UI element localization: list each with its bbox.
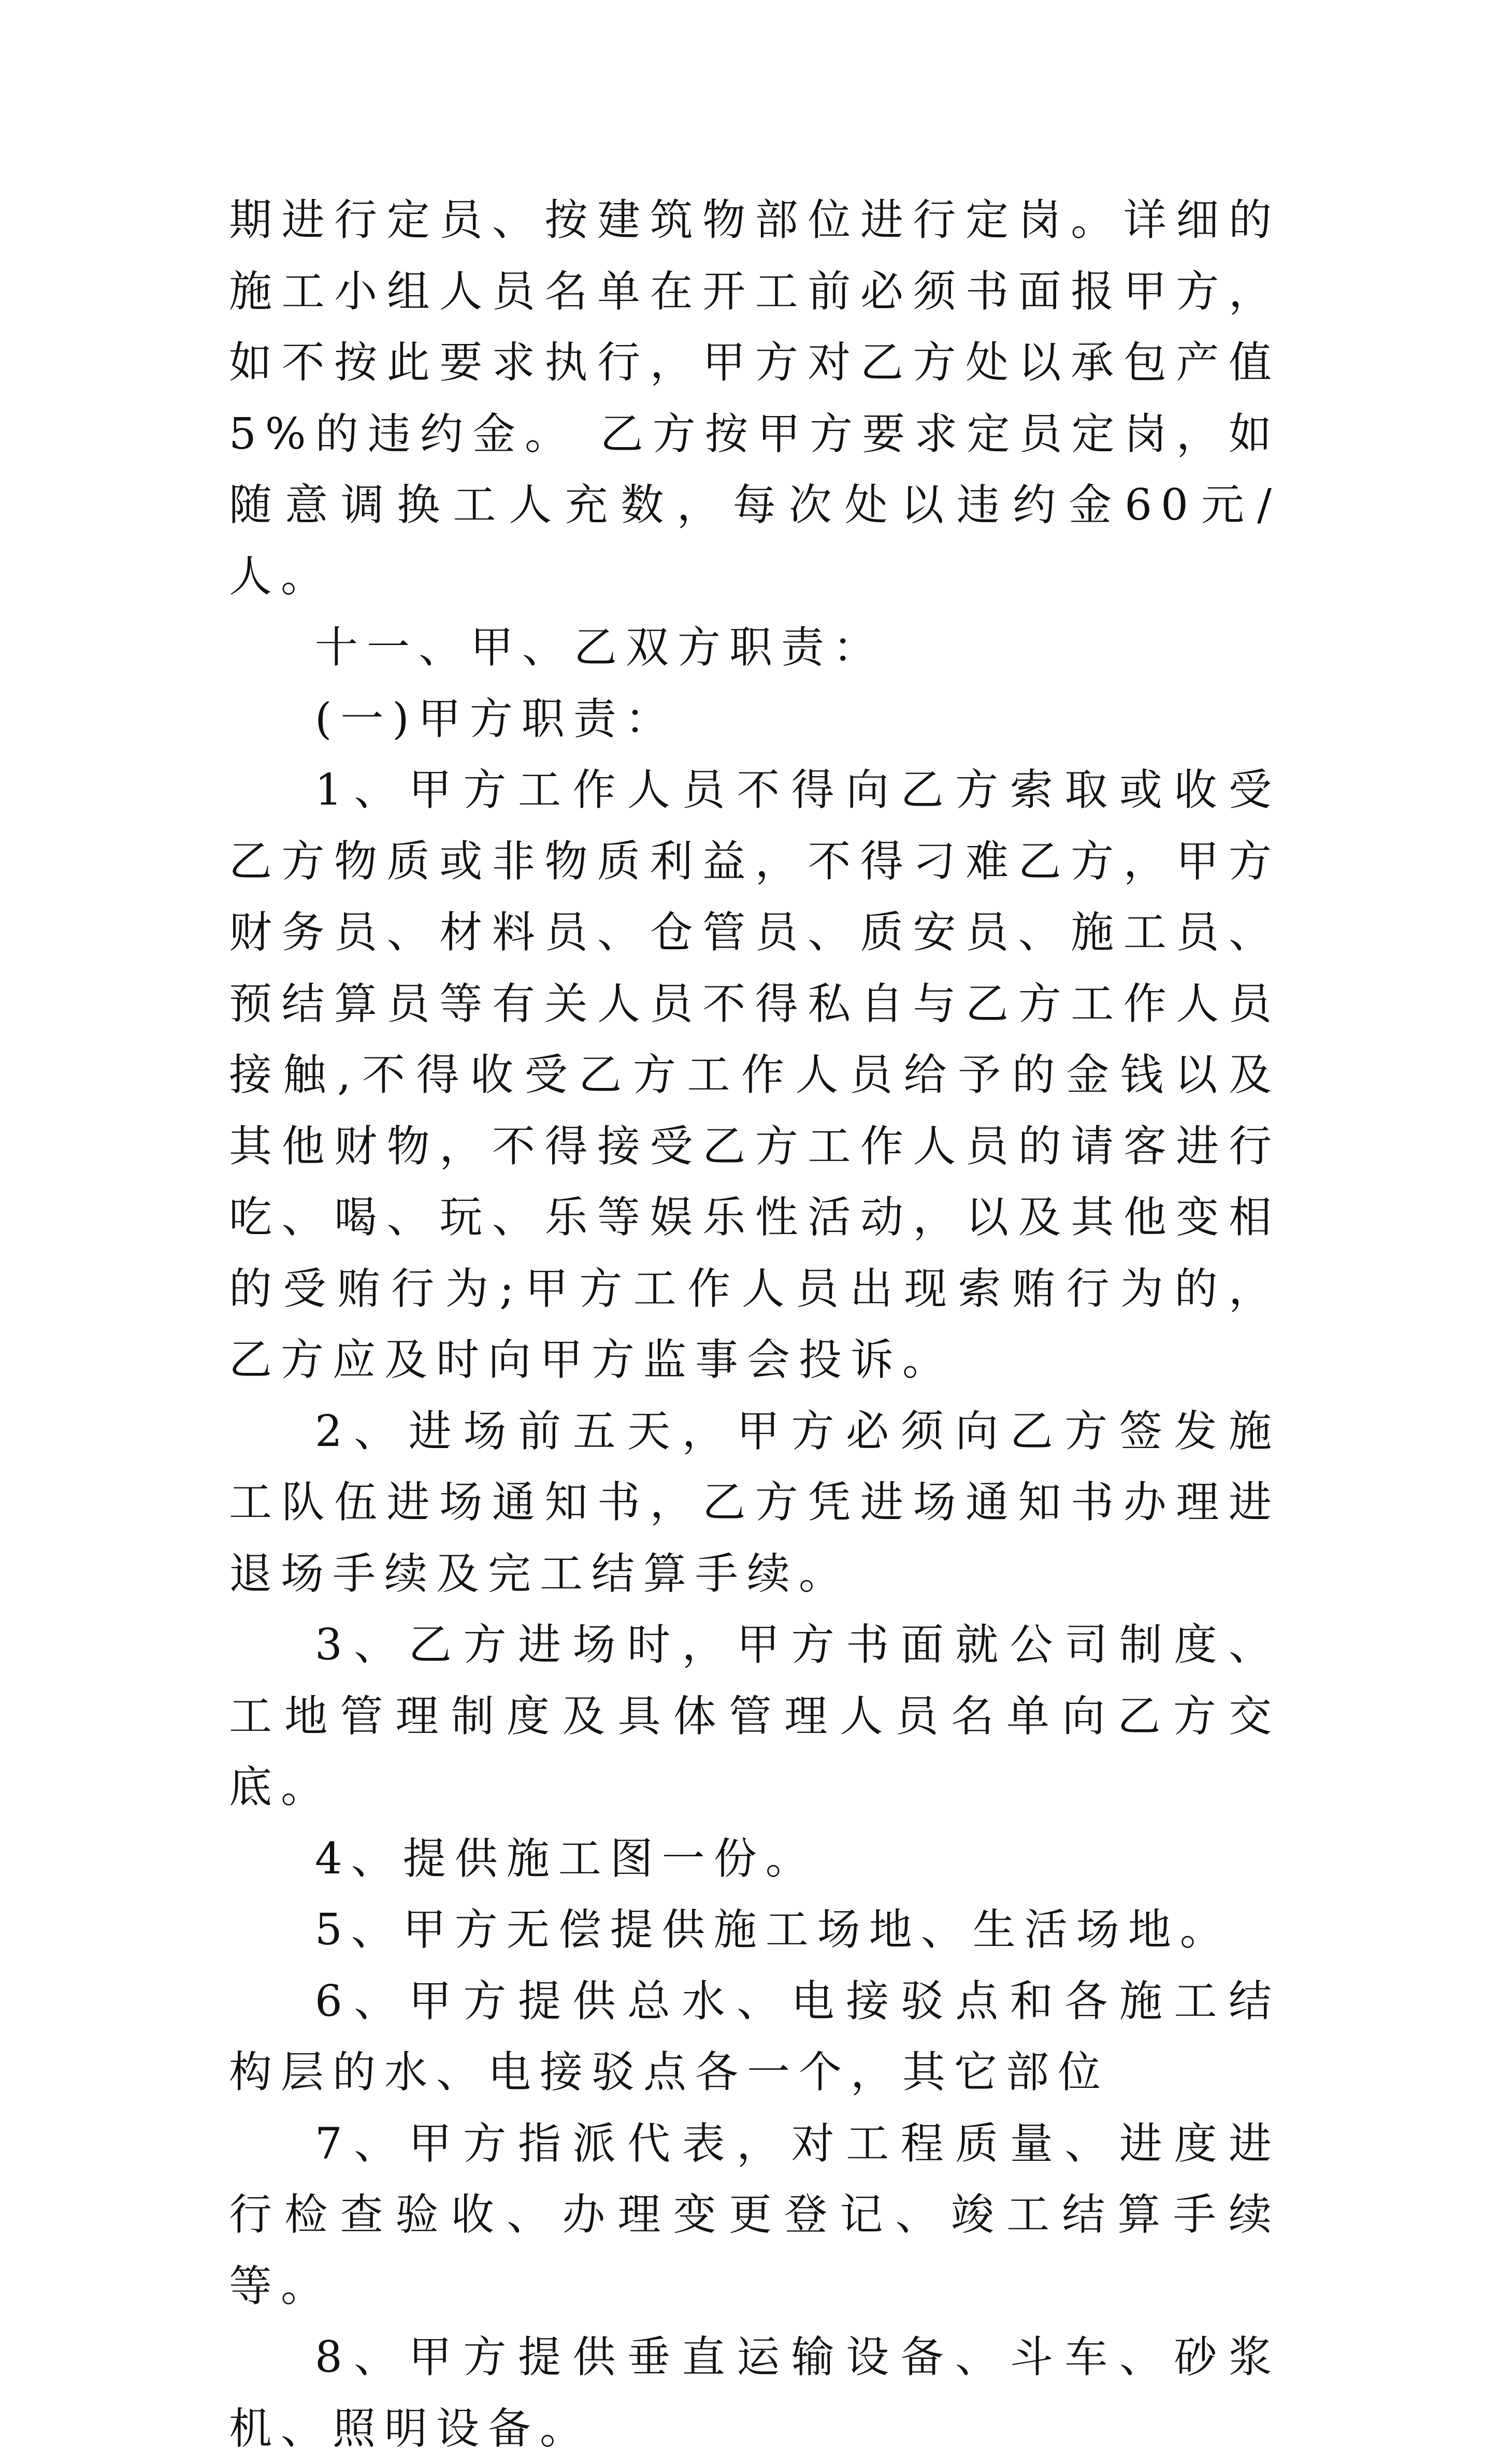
clause-item-4: 4、提供施工图一份。 <box>315 1833 817 1884</box>
clause-item-2: 2、进场前五天，甲方必须向乙方签发施工队伍进场通知书，乙方凭进场通知书办理进退场手续及完工结算手续。 <box>229 1406 1280 1599</box>
clause-item-3: 3、乙方进场时，甲方书面就公司制度、工地管理制度及具体管理人员名单向乙方交底。 <box>229 1620 1280 1812</box>
clause-item-7: 7、甲方指派代表，对工程质量、进度进行检查验收、办理变更登记、竣工结算手续等。 <box>229 2118 1280 2311</box>
clause-item-6: 6、甲方提供总水、电接驳点和各施工结构层的水、电接驳点各一个，其它部位 <box>229 1975 1280 2097</box>
clause-item-8: 8、甲方提供垂直运输设备、斗车、砂浆机、照明设备。 <box>229 2332 1280 2454</box>
clause-item-5: 5、甲方无偿提供施工场地、生活场地。 <box>315 1904 1232 1955</box>
paragraph-continued: 期进行定员、按建筑物部位进行定岗。详细的施工小组人员名单在开工前必须书面报甲方，如不按此要求执行，甲方对乙方处以承包产值5%的违约金。 乙方按甲方要求定员定岗，如随意调换工人充数，每次处以违约金60元/人。 <box>229 195 1280 601</box>
subsection-heading-party-a-duties: (一)甲方职责： <box>315 693 677 744</box>
section-heading-duties: 十一、甲、乙双方职责： <box>315 622 885 672</box>
document-body <box>229 184 1280 2464</box>
clause-item-1: 1、甲方工作人员不得向乙方索取或收受乙方物质或非物质利益，不得刁难乙方，甲方财务员、材料员、仓管员、质安员、施工员、预结算员等有关人员不得私自与乙方工作人员接触,不得收受乙方工作人员给予的金钱以及其他财物，不得接受乙方工作人员的请客进行吃、喝、玩、乐等娱乐性活动，以及其他变相的受贿行为;甲方工作人员出现索贿行为的，乙方应及时向甲方监事会投诉。 <box>229 765 1280 1385</box>
